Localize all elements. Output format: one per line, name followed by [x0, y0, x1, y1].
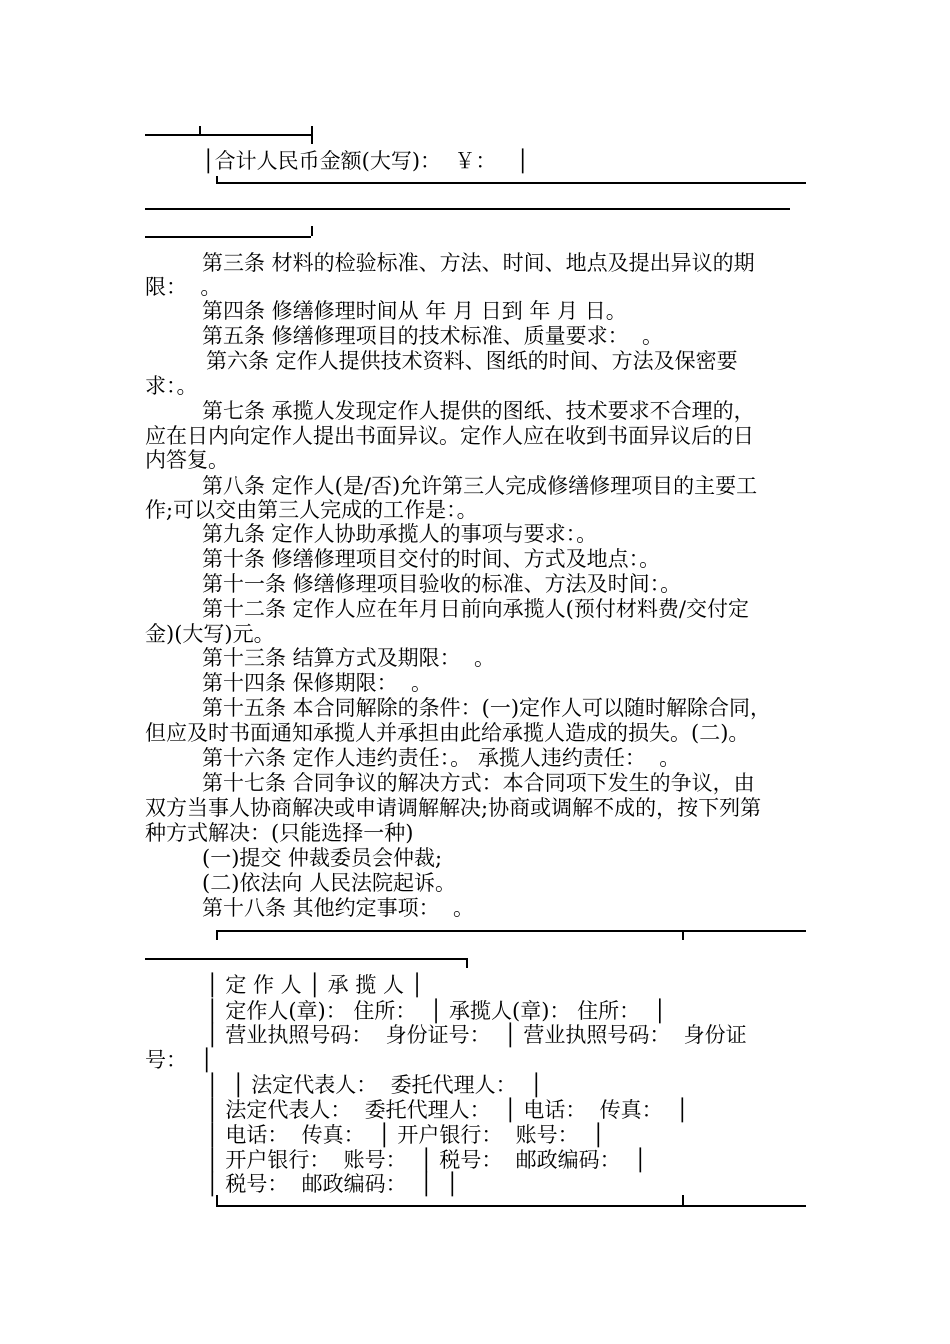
- article-5: 第五条 修缮修理项目的技术标准、质量要求： 。: [202, 324, 664, 348]
- article-12: 第十二条 定作人应在年月日前向承揽人(预付材料费/交付定: [202, 597, 749, 621]
- signature-row-tax: │ 税号： 邮政编码： │ │: [206, 1172, 459, 1196]
- signature-row-rep: │ 法定代表人： 委托代理人： │ 电话： 传真： │: [206, 1098, 689, 1122]
- article-3: 第三条 材料的检验标准、方法、时间、地点及提出异议的期: [202, 251, 755, 275]
- article-8: 第八条 定作人(是/否)允许第三人完成修缮修理项目的主要工: [202, 474, 758, 498]
- article-13: 第十三条 结算方式及期限： 。: [202, 646, 496, 670]
- option-court: (二)依法向 人民法院起诉。: [202, 871, 457, 895]
- article-10: 第十条 修缮修理项目交付的时间、方式及地点：。: [202, 547, 661, 571]
- option-arbitration: (一)提交 仲裁委员会仲裁;: [202, 846, 443, 870]
- signature-row-seal: │ 定作人(章)： 住所： │ 承揽人(章)： 住所： │: [206, 999, 667, 1023]
- article-4: 第四条 修缮修理时间从 年 月 日到 年 月 日。: [202, 299, 627, 323]
- article-16: 第十六条 定作人违约责任：。 承揽人违约责任： 。: [202, 746, 681, 770]
- article-14: 第十四条 保修期限： 。: [202, 671, 433, 695]
- article-12-cont: 金)(大写)元。: [145, 622, 275, 646]
- signature-row-rep-right: │ │ 法定代表人： 委托代理人： │: [206, 1073, 543, 1097]
- signature-row-bank: │ 开户银行： 账号： │ 税号： 邮政编码： │: [206, 1148, 647, 1172]
- article-7-cont: 应在日内向定作人提出书面异议。定作人应在收到书面异议后的日: [145, 424, 754, 448]
- article-6: 第六条 定作人提供技术资料、图纸的时间、方法及保密要: [206, 349, 738, 373]
- article-11: 第十一条 修缮修理项目验收的标准、方法及时间：。: [202, 572, 682, 596]
- signature-row-phone: │ 电话： 传真： │ 开户银行： 账号： │: [206, 1123, 605, 1147]
- article-9: 第九条 定作人协助承揽人的事项与要求：。: [202, 522, 598, 546]
- amount-row: │合计人民币金额(大写)： ￥： │: [202, 149, 530, 173]
- article-18: 第十八条 其他约定事项： 。: [202, 896, 475, 920]
- article-6-cont: 求：。: [145, 374, 198, 398]
- article-17-cont: 双方当事人协商解决或申请调解解决;协商或调解不成的，按下列第: [145, 796, 762, 820]
- signature-row-license-cont: 号： │: [145, 1048, 213, 1072]
- signature-header-row: │ 定 作 人 │ 承 揽 人 │: [206, 973, 424, 997]
- signature-row-license: │ 营业执照号码： 身份证号： │ 营业执照号码： 身份证: [206, 1023, 747, 1047]
- article-8-cont: 作;可以交由第三人完成的工作是：。: [145, 498, 478, 522]
- article-3-cont: 限： 。: [145, 275, 222, 299]
- article-15: 第十五条 本合同解除的条件：(一)定作人可以随时解除合同，: [202, 696, 772, 720]
- article-17-cont2: 种方式解决：(只能选择一种): [145, 821, 414, 845]
- article-7: 第七条 承揽人发现定作人提供的图纸、技术要求不合理的，: [202, 399, 755, 423]
- article-7-cont2: 内答复。: [145, 448, 229, 472]
- article-15-cont: 但应及时书面通知承揽人并承担由此给承揽人造成的损失。(二)。: [145, 721, 750, 745]
- article-17: 第十七条 合同争议的解决方式：本合同项下发生的争议，由: [202, 771, 755, 795]
